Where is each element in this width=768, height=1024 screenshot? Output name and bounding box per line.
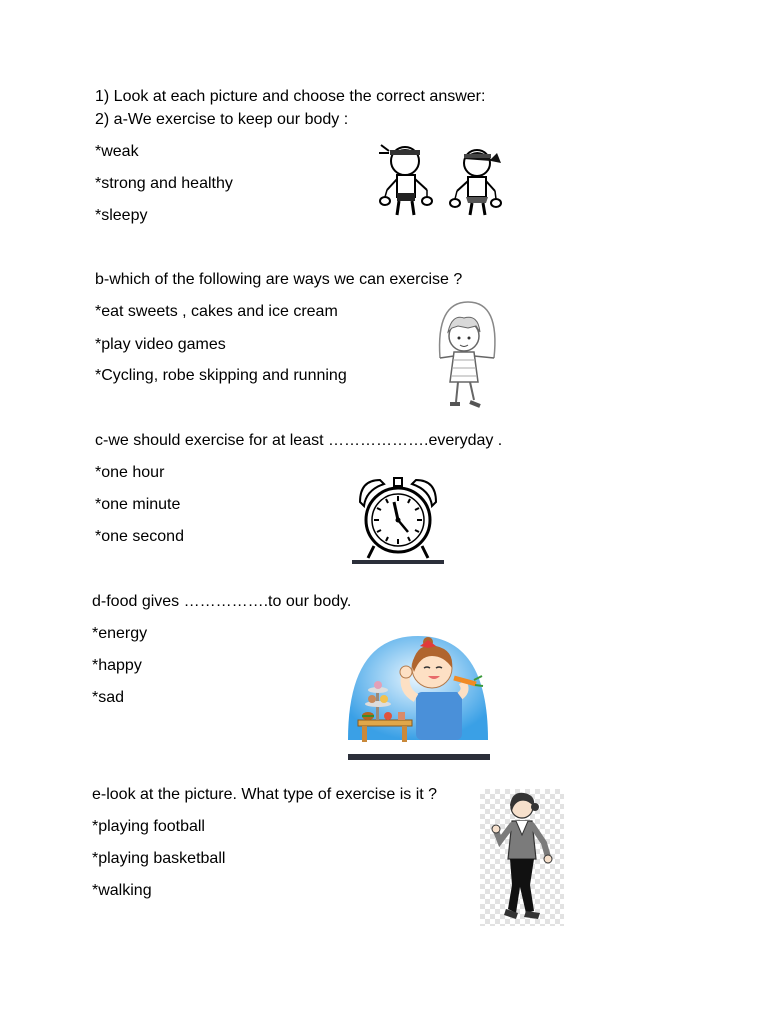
option-c-3: *one second [95,528,184,545]
girl-eating-vegetables-picture [344,632,492,764]
option-e-2: *playing basketball [92,850,226,867]
question-e: e-look at the picture. What type of exercise is it ? [92,786,438,803]
option-e-1: *playing football [92,818,205,835]
question-a: 2) a-We exercise to keep our body : [95,111,349,128]
option-d-3: *sad [92,689,125,706]
option-b-3: *Cycling, robe skipping and running [95,367,347,384]
option-a-2: *strong and healthy [95,175,233,192]
option-c-1: *one hour [95,464,165,481]
option-a-3: *sleepy [95,207,148,224]
question-b: b-which of the following are ways we can exercise ? [95,271,463,288]
option-e-3: *walking [92,882,152,899]
question-c: c-we should exercise for at least ……………….everyday . [95,432,503,449]
girl-skipping-rope-picture [428,298,503,416]
alarm-clock-picture [350,474,446,566]
option-c-2: *one minute [95,496,181,513]
woman-walking-frame [480,789,564,926]
instruction-line-1: 1) Look at each picture and choose the correct answer: [95,88,486,105]
option-a-1: *weak [95,143,139,160]
woman-walking-picture [480,789,564,926]
kids-exercising-picture [375,135,515,230]
option-d-2: *happy [92,657,142,674]
option-b-1: *eat sweets , cakes and ice cream [95,303,338,320]
question-d: d-food gives …………….to our body. [92,593,352,610]
option-d-1: *energy [92,625,148,642]
option-b-2: *play video games [95,336,226,353]
